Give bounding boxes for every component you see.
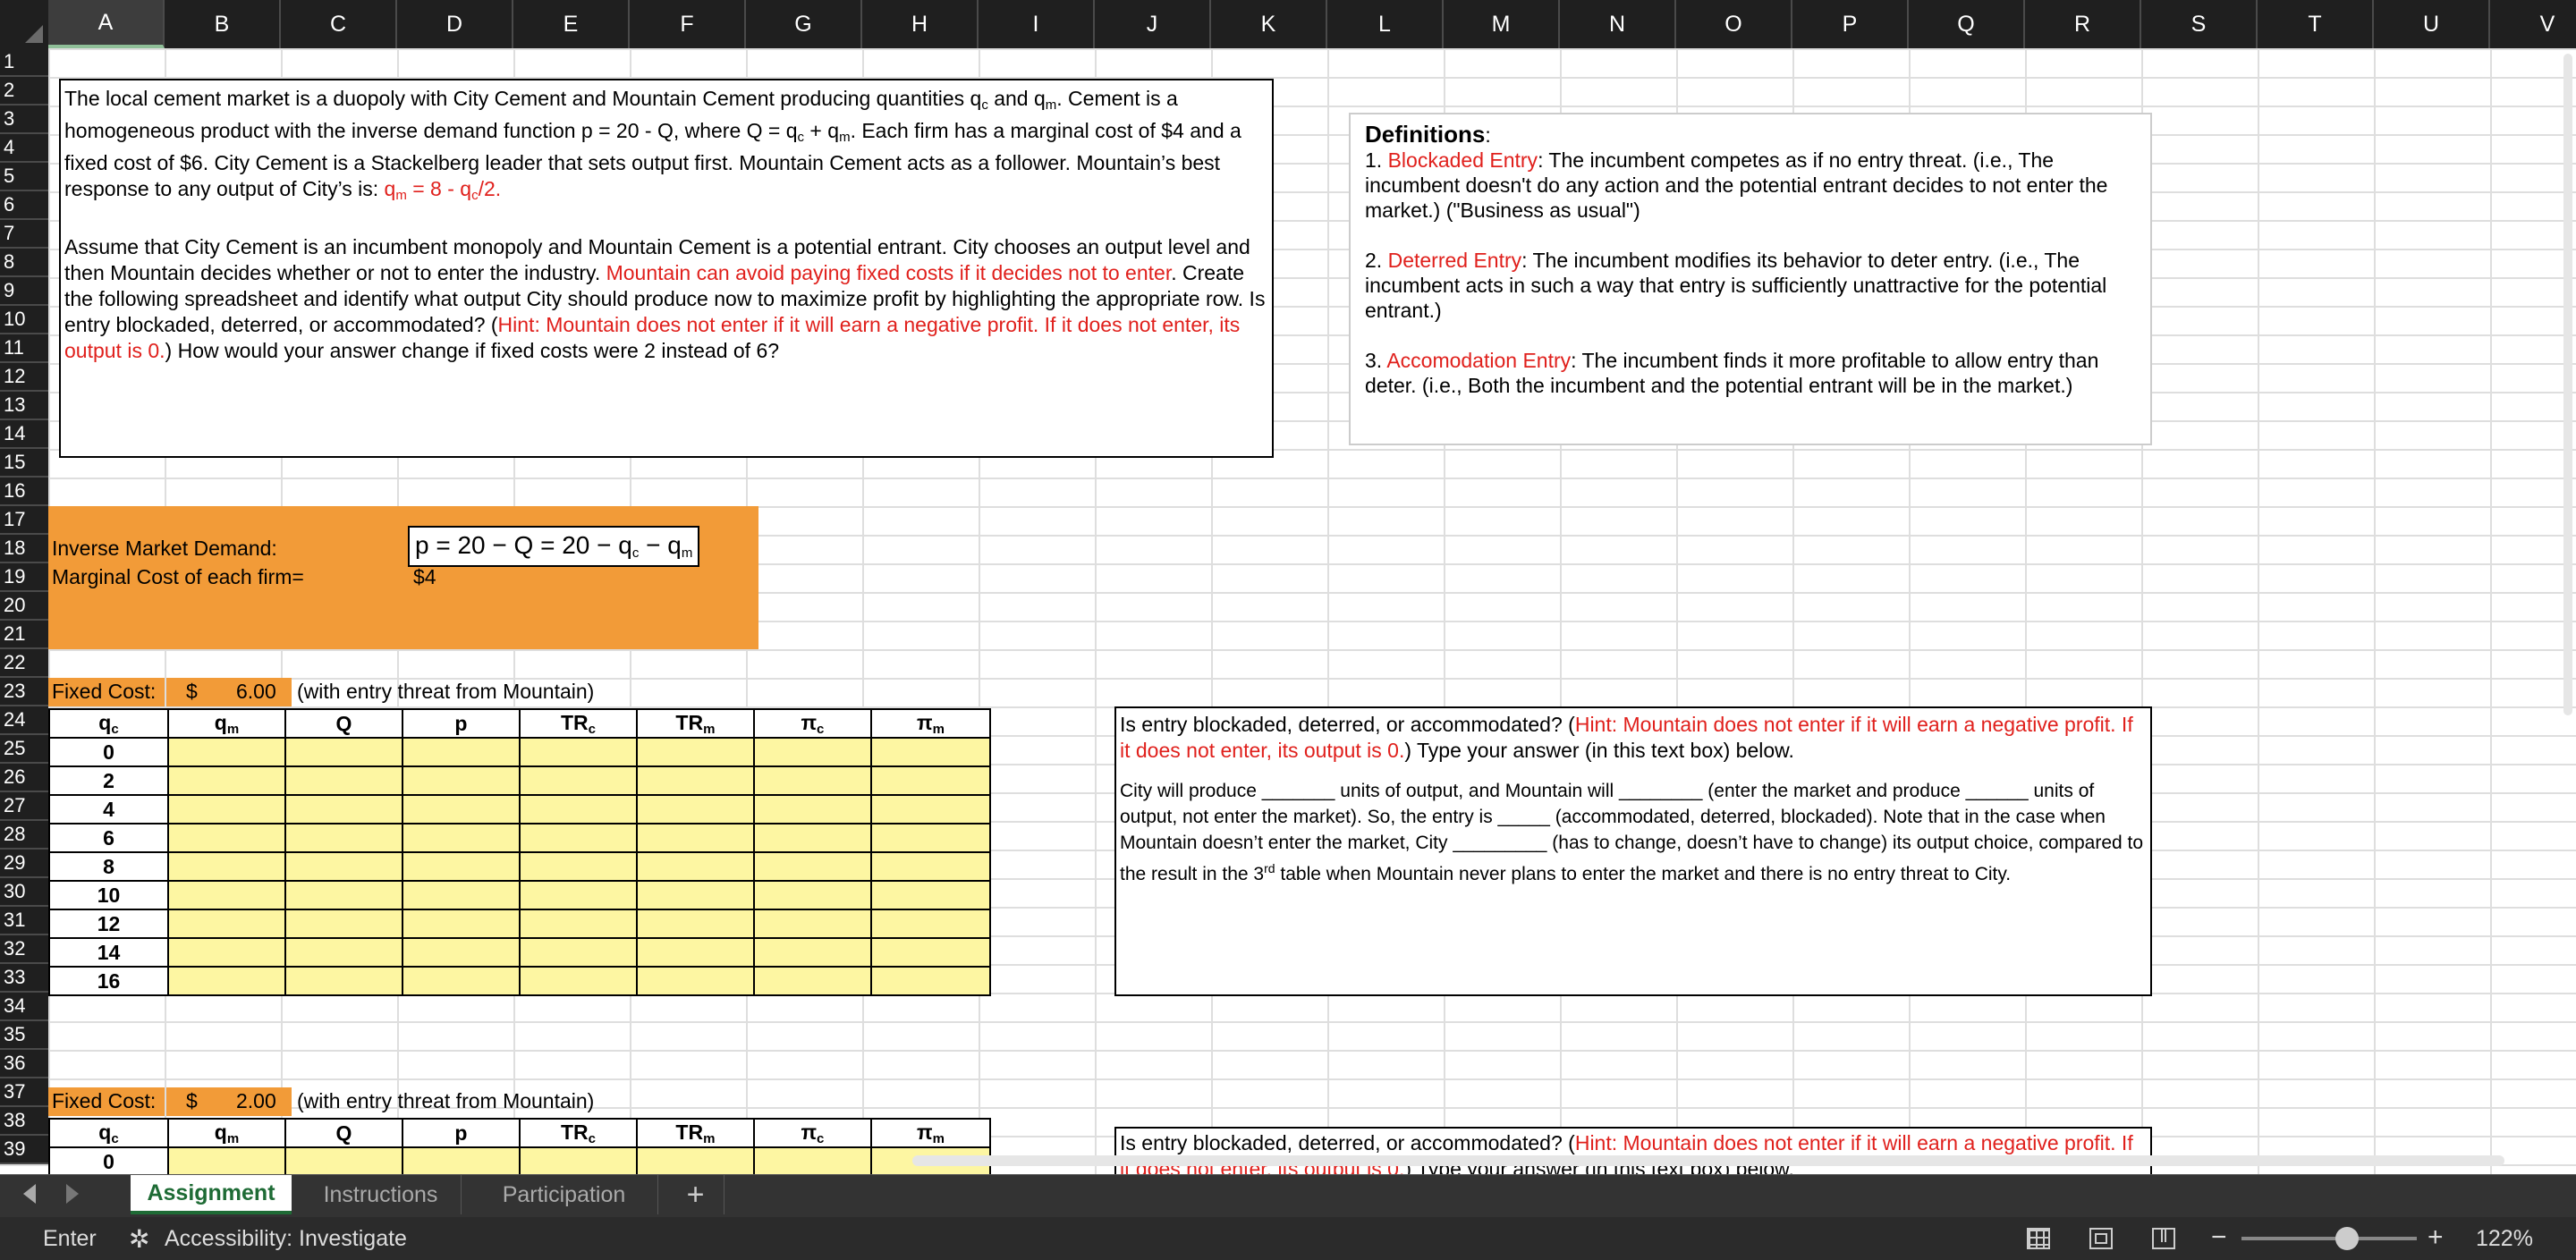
page-layout-view-icon[interactable] [2089,1228,2113,1249]
column-header-R[interactable]: R [2025,0,2141,48]
input-cell[interactable] [754,938,871,967]
header-πc[interactable]: $\pi_c$ [754,709,871,738]
input-cell[interactable] [402,1147,520,1174]
table-row[interactable] [49,795,990,824]
input-cell[interactable] [168,967,285,995]
input-cell[interactable] [871,738,990,766]
input-cell[interactable] [871,909,990,938]
table-row[interactable] [49,738,990,766]
input-cell[interactable] [402,738,520,766]
column-header-O[interactable]: O [1676,0,1792,48]
input-cell[interactable] [402,795,520,824]
demand-label: Inverse Market Demand: [52,537,277,560]
row-header-19[interactable]: 19 [0,563,48,592]
row-header-26[interactable]: 26 [0,764,48,792]
zoom-level[interactable]: 122% [2476,1226,2533,1251]
vertical-scrollbar[interactable] [2563,54,2572,715]
input-cell[interactable] [754,881,871,909]
column-header-U[interactable]: U [2374,0,2490,48]
row-header-10[interactable]: 10 [0,306,48,334]
row-header-13[interactable]: 13 [0,392,48,420]
qc-cell[interactable]: 6 [49,824,168,852]
input-cell[interactable] [637,881,754,909]
table-row[interactable] [49,1147,990,1174]
header-TRm[interactable]: $TR_m$ [637,1119,754,1147]
input-cell[interactable] [754,795,871,824]
input-cell[interactable] [637,795,754,824]
table-row[interactable] [49,824,990,852]
qc-cell[interactable]: 10 [49,881,168,909]
input-cell[interactable] [520,795,637,824]
header-πm[interactable]: $\pi_m$ [871,709,990,738]
qc-cell[interactable]: 8 [49,852,168,881]
input-cell[interactable] [754,824,871,852]
header-qc[interactable]: $q_c$ [49,709,168,738]
input-cell[interactable] [754,852,871,881]
row-header-5[interactable]: 5 [0,163,48,191]
column-header-M[interactable]: M [1444,0,1560,48]
row-header-36[interactable]: 36 [0,1050,48,1078]
column-header-B[interactable]: B [165,0,281,48]
row-header-39[interactable]: 39 [0,1136,48,1164]
qc-cell[interactable]: 0 [49,1147,168,1174]
column-header-G[interactable]: G [746,0,862,48]
input-cell[interactable] [520,967,637,995]
header-Q[interactable]: Q [285,1119,402,1147]
header-πm[interactable]: $\pi_m$ [871,1119,990,1147]
normal-view-icon[interactable] [2027,1228,2050,1249]
zoom-slider-thumb[interactable] [2335,1227,2359,1250]
answer-text-box-2[interactable]: Is entry blockaded, deterred, or accommodated? (Hint: Mountain does not enter if it will earn a negative profit. If [1114,1127,2152,1174]
header-qm[interactable]: $q_m$ [168,1119,285,1147]
input-cell[interactable] [871,967,990,995]
row-header-20[interactable]: 20 [0,592,48,621]
input-cell[interactable] [520,824,637,852]
input-cell[interactable] [520,938,637,967]
demand-formula: $p = 20 - Q = 20 - q_c - q_m$ [408,526,699,567]
definition-deterred: 2. Deterred Entry: The incumbent modifies its behavior to deter entry. (i.e., The incumbent acts in such a way that entry is sufficiently unattractive for the potential entrant.) [1365,249,2107,322]
row-header-22[interactable]: 22 [0,649,48,678]
table-row[interactable] [49,766,990,795]
header-TRm[interactable]: $TR_m$ [637,709,754,738]
qc-cell[interactable]: 2 [49,766,168,795]
column-header-K[interactable]: K [1211,0,1327,48]
input-cell[interactable] [871,938,990,967]
input-cell[interactable] [168,766,285,795]
row-header-37[interactable]: 37 [0,1078,48,1107]
zoom-in-button[interactable]: + [2428,1222,2444,1252]
row-header-30[interactable]: 30 [0,878,48,907]
status-bar [0,1217,2576,1260]
input-cell[interactable] [637,824,754,852]
horizontal-scrollbar[interactable] [912,1155,2504,1166]
column-header-T[interactable]: T [2258,0,2374,48]
column-header-N[interactable]: N [1560,0,1676,48]
input-cell[interactable] [520,852,637,881]
row-header-6[interactable]: 6 [0,191,48,220]
input-cell[interactable] [637,967,754,995]
column-header-A[interactable]: A [48,0,165,48]
definitions-box[interactable]: Definitions: 1. Blockaded Entry: The incumbent competes as if no entry threat. (i.e., The incumbent doesn't do any action and the potential entrant decides to not enter the market.) ("Business as usual") 2. Deterred Entry: The incumbent modifies its behavior to deter entry. (i.e., The incumbent acts in such a way that entry is sufficiently unattractive for the potential entrant.) 3. Accomodation Entry: The incumbent finds it more profitable to allow entry than deter. (i.e., Both the incumbent and the potential entrant will be in the market.) [1349,113,2152,445]
input-cell[interactable] [520,1147,637,1174]
select-all-corner[interactable] [0,0,48,48]
input-cell[interactable] [637,852,754,881]
input-cell[interactable] [637,909,754,938]
problem-paragraph-1: The local cement market is a duopoly with City Cement and Mountain Cement producing quantities $q_c$ and $q_m$. Cement is a homogeneous product with the inverse demand function p = 20 - Q, where $Q = q_c + q_m$. Each firm has a marginal cost of $4 and a fixed cost of $6. City Cement is a Stackelberg leader that sets output first. Mountain Cement acts as a follower. Mountain’s best response to any output of City’s is: $q_m = 8 - q_c/2$. [64,87,1241,203]
fixed-cost-value-1[interactable]: 6.00 [236,680,276,703]
input-cell[interactable] [402,852,520,881]
input-cell[interactable] [402,967,520,995]
fixed-cost-note-1: (with entry threat from Mountain) [297,680,595,703]
input-cell[interactable] [168,824,285,852]
row-header-25[interactable]: 25 [0,735,48,764]
qc-cell[interactable]: 16 [49,967,168,995]
fixed-cost-note-2: (with entry threat from Mountain) [297,1089,595,1112]
input-cell[interactable] [285,881,402,909]
column-header-S[interactable]: S [2141,0,2258,48]
input-cell[interactable] [754,1147,871,1174]
column-header-E[interactable]: E [513,0,630,48]
answer-template-1[interactable]: City will produce _______ units of output, and Mountain will ________ (enter the market and produce ______ units of output, not enter the market). So, the entry is _____ (accommodated, deterred, blockaded). Note that in the case when Mountain doesn’t enter the market, City _________ (has to change, doesn’t have to change) its output choice, compared to the result in the 3rd table when Mountain never plans to enter the market and there is no entry threat to City. [1120,781,2144,884]
row-header-18[interactable]: 18 [0,535,48,563]
row-header-38[interactable]: 38 [0,1107,48,1136]
column-header-I[interactable]: I [979,0,1095,48]
definition-blockaded: 1. Blockaded Entry: The incumbent competes as if no entry threat. (i.e., The incumbent doesn't do any action and the potential entrant decides to not enter the market.) ("Business as usual") [1365,148,2108,222]
table-row[interactable] [49,938,990,967]
input-cell[interactable] [285,766,402,795]
row-header-21[interactable]: 21 [0,621,48,649]
input-cell[interactable] [285,824,402,852]
header-p[interactable]: p [402,709,520,738]
scroll-tabs-left-icon[interactable] [23,1184,36,1204]
row-header-7[interactable]: 7 [0,220,48,249]
input-cell[interactable] [871,881,990,909]
input-cell[interactable] [637,766,754,795]
fixed-cost-value-2[interactable]: 2.00 [236,1089,276,1112]
row-header-27[interactable]: 27 [0,792,48,821]
definition-accommodation: 3. Accomodation Entry: The incumbent finds it more profitable to allow entry than deter. (i.e., Both the incumbent and the potential entrant will be in the market.) [1365,349,2099,397]
input-cell[interactable] [754,766,871,795]
qc-cell[interactable]: 12 [49,909,168,938]
row-header-1[interactable]: 1 [0,48,48,77]
add-sheet-button[interactable]: + [667,1175,724,1214]
row-header-31[interactable]: 31 [0,907,48,935]
input-cell[interactable] [285,852,402,881]
input-cell[interactable] [520,766,637,795]
spreadsheet-grid[interactable]: A B C D E F G H I J K L M N O P Q R S T U V 1 2 3 4 5 6 7 8 9 10 11 12 13 14 15 16 17 18 19 20 21 22 23 24 25 26 27 28 29 30 31 32 33 34 35 36 37 38 39 The local cement market is a duopoly with City Cement and Mountain Cement producing quantities $q_c$ and $q_m$. Cement is a homogeneous product with the inverse demand function p = 20 - Q, where $Q = q_c + q_m$. Each firm has a marginal cost of $4 and a fixed cost of $6. City Cement is a Stackelberg leader that sets output first. Mountain Cement acts as a follower. Mountain’s best response to any output of City’s is: $q_m = 8 - q_c/2$. Assume that City Cement is an incumbent monopoly and Mountain Cement is a potential entrant. City chooses an output level and then Mountain decides whether or not to enter the industry. Mountain can avoid paying fixed costs if it decides not to enter. Create the following spreadsheet and identify what output City should produce now to maximize profit by highlighting the appropriate row. Is entry blockaded, deterred, or accommodated? (Hint: Mountain does not enter if it will earn a negative profit. If it does not enter, its output is 0.) How would your answer change if fixed costs were 2 instead of 6? Definitions: 1. Blockaded Entry: The incumbent competes as if no entry threat. (i.e., The incumbent doesn't do any action and the potential entrant decides to not enter the market.) ("Business as usual") 2. Deterred Entry: The incumbent modifies its behavior to deter entry. (i.e., The incumbent acts in such a way that entry is sufficiently unattractive for the potential entrant.) 3. Accomodation Entry: The incumbent finds it more profitable to allow entry than deter. (i.e., Both the incumbent and the potential entrant will be in the market.) Inverse Market Demand: $p = 20 - Q = 20 - q_c - q_m$ Marginal Cost of each firm= $4 Fixed Cost: $ 6.00 (with entry threat from Mountain) $q_c$ $q_m$ Q p $TR_c$ $TR_m$ $\pi_c$ $\pi_m$ 0 2 4 6 8 10 12 14 16 Is entry blockaded, deterred, or accommodated? (Hint: Mountain does not enter if it will earn a negative profit. If it does not enter, its output is 0.) Type your answer (in this text box) below. City will produce _______ units of output, and Mountain will ________ (enter the market and produce ______ units of output, not enter the market). So, the entry is _____ (accommodated, deterred, blockaded). Note that in the case when Mountain doesn’t enter the market, City _________ (has to change, doesn’t have to change) its output choice, compared to the result in the 3rd table when Mountain never plans to enter the market and there is no entry threat to City. Fixed Cost: $ 2.00 (with entry threat from Mountain) $q_c$ $q_m$ Q p $TR_c$ $TR_m$ $\pi_c$ $\pi_m$ 0 Is entry blockaded, deterred, or accommodated? (Hint: Mountain does not enter if it will earn a negative profit. If [0,0,2576,1174]
tab-assignment[interactable]: Assignment [131,1175,292,1214]
row-header-11[interactable]: 11 [0,334,48,363]
page-break-view-icon[interactable] [2152,1228,2175,1249]
accessibility-status[interactable]: Accessibility: Investigate [165,1226,407,1251]
input-cell[interactable] [285,1147,402,1174]
column-header-C[interactable]: C [281,0,397,48]
row-header-33[interactable]: 33 [0,964,48,993]
input-cell[interactable] [754,967,871,995]
scroll-tabs-right-icon[interactable] [66,1184,79,1204]
row-header-9[interactable]: 9 [0,277,48,306]
qc-cell[interactable]: 4 [49,795,168,824]
answer-text-box-1[interactable]: Is entry blockaded, deterred, or accommodated? (Hint: Mountain does not enter if it will earn a negative profit. If it does not enter, its output is 0.) Type your answer (in this text box) below. City will produce _______ units of output, and Mountain will ________ (enter the market and produce ______ units of output, not enter the market). So, the entry is _____ (accommodated, deterred, blockaded). Note that in the case when Mountain doesn’t enter the market, City _________ (has to change, doesn’t have to change) its output choice, compared to the result in the 3rd table when Mountain never plans to enter the market and there is no entry threat to City. [1114,706,2152,996]
input-cell[interactable] [402,938,520,967]
input-cell[interactable] [871,766,990,795]
row-header-29[interactable]: 29 [0,850,48,878]
column-header-D[interactable]: D [397,0,513,48]
tab-participation[interactable]: Participation [470,1175,658,1214]
row-header-24[interactable]: 24 [0,706,48,735]
header-Q[interactable]: Q [285,709,402,738]
column-header-L[interactable]: L [1327,0,1444,48]
input-cell[interactable] [285,938,402,967]
qc-cell[interactable]: 0 [49,738,168,766]
input-cell[interactable] [520,738,637,766]
row-header-17[interactable]: 17 [0,506,48,535]
table-row[interactable] [49,881,990,909]
header-πc[interactable]: $\pi_c$ [754,1119,871,1147]
input-cell[interactable] [754,738,871,766]
input-cell[interactable] [285,795,402,824]
input-cell[interactable] [285,967,402,995]
stackelberg-table-2[interactable] [48,1118,991,1174]
sheet-tab-bar [0,1174,2576,1217]
row-header-32[interactable]: 32 [0,935,48,964]
zoom-slider[interactable] [2241,1237,2417,1240]
definitions-title: Definitions [1365,121,1486,148]
input-cell[interactable] [168,1147,285,1174]
row-header-14[interactable]: 14 [0,420,48,449]
mode-indicator: Enter [43,1226,97,1251]
row-header-12[interactable]: 12 [0,363,48,392]
input-cell[interactable] [871,824,990,852]
input-cell[interactable] [402,824,520,852]
header-p[interactable]: p [402,1119,520,1147]
input-cell[interactable] [754,909,871,938]
input-cell[interactable] [871,852,990,881]
column-header-H[interactable]: H [862,0,979,48]
input-cell[interactable] [520,909,637,938]
row-header-23[interactable]: 23 [0,678,48,706]
column-header-V[interactable]: V [2490,0,2576,48]
header-qm[interactable]: $q_m$ [168,709,285,738]
input-cell[interactable] [871,795,990,824]
row-header-28[interactable]: 28 [0,821,48,850]
input-cell[interactable] [637,1147,754,1174]
input-cell[interactable] [637,938,754,967]
column-header-P[interactable]: P [1792,0,1909,48]
column-header-Q[interactable]: Q [1909,0,2025,48]
input-cell[interactable] [520,881,637,909]
mc-value[interactable]: $4 [413,565,436,588]
row-header-34[interactable]: 34 [0,993,48,1021]
stackelberg-table-1[interactable] [48,708,991,996]
tab-instructions[interactable]: Instructions [301,1175,462,1214]
input-cell[interactable] [402,881,520,909]
row-header-35[interactable]: 35 [0,1021,48,1050]
row-header-15[interactable]: 15 [0,449,48,478]
problem-text-box[interactable] [59,79,1274,458]
best-response-formula: $q_m = 8 - q_c/2$. [384,177,502,203]
header-TRc[interactable]: $TR_c$ [520,1119,637,1147]
column-header-J[interactable]: J [1095,0,1211,48]
row-header-16[interactable]: 16 [0,478,48,506]
input-cell[interactable] [402,909,520,938]
row-header-4[interactable]: 4 [0,134,48,163]
zoom-out-button[interactable]: − [2211,1222,2227,1252]
input-cell[interactable] [168,852,285,881]
input-cell[interactable] [402,766,520,795]
table-row[interactable] [49,967,990,995]
mc-label: Marginal Cost of each firm= [52,565,304,588]
input-cell[interactable] [168,938,285,967]
row-header-8[interactable]: 8 [0,249,48,277]
input-cell[interactable] [285,738,402,766]
row-header-2[interactable]: 2 [0,77,48,106]
header-qc[interactable]: $q_c$ [49,1119,168,1147]
input-cell[interactable] [637,738,754,766]
input-cell[interactable] [168,795,285,824]
input-cell[interactable] [168,738,285,766]
table-header-row [49,1119,990,1147]
problem-paragraph-2: Assume that City Cement is an incumbent monopoly and Mountain Cement is a potential entrant. City chooses an output level and then Mountain decides whether or not to enter the industry. Mountain can avoid paying fixed costs if it decides not to enter. Create the following spreadsheet and identify what output City should produce now to maximize profit by highlighting the appropriate row. Is entry blockaded, deterred, or accommodated? (Hint: Mountain does not enter if it will earn a negative profit. If it does not enter, its output is 0.) How would your answer change if fixed costs were 2 instead of 6? [64,235,1266,362]
table-row[interactable] [49,852,990,881]
accessibility-icon[interactable]: ✲ [129,1225,150,1253]
input-cell[interactable] [168,881,285,909]
qc-cell[interactable]: 14 [49,938,168,967]
table-header-row [49,709,990,738]
row-header-3[interactable]: 3 [0,106,48,134]
header-TRc[interactable]: $TR_c$ [520,709,637,738]
table-row[interactable] [49,909,990,938]
input-cell[interactable] [285,909,402,938]
input-cell[interactable] [168,909,285,938]
column-header-F[interactable]: F [630,0,746,48]
